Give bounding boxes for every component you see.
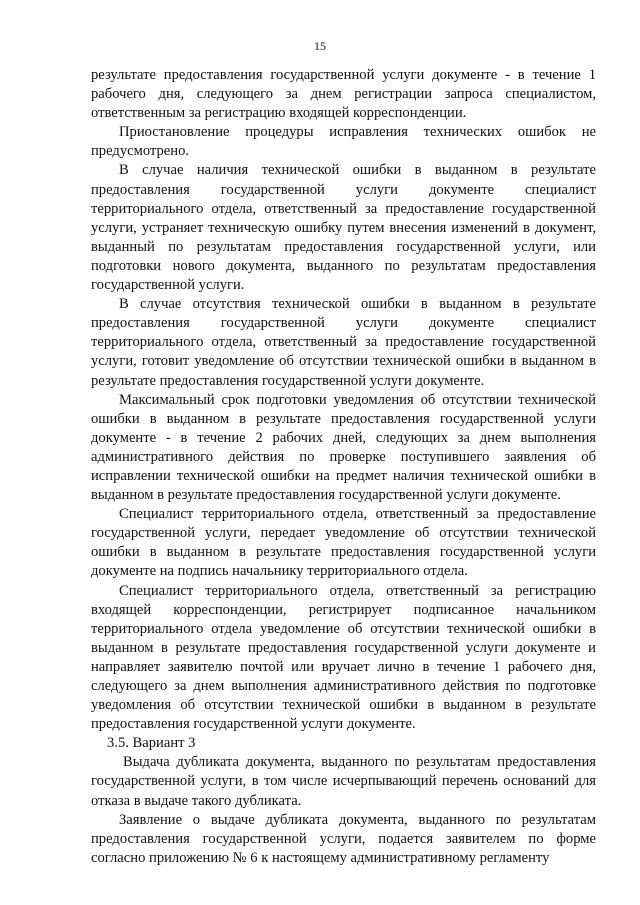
paragraph-error-absent: В случае отсутствия технической ошибки в выданном в результате предоставления государственной услуги документе специалист территориального отдела, ответственный за предоставление государственной услуги, готовит уведомление об отсутствии технической ошибки в выданном в результате предоставления государственной услуги документе. [91,296,596,389]
paragraph-signature-transfer: Специалист территориального отдела, ответственный за предоставление государственной услуги, передает уведомление об отсутствии технической ошибки в выданном в результате предоставления государственной услуги документе на подпись начальнику территориального отдела. [91,506,596,580]
paragraph-duplicate-application: Заявление о выдаче дубликата документа, выданного по результатам предоставления государственной услуги, подается заявителем по форме согласно приложению № 6 к настоящему административному регламенту [91,811,596,866]
page-number: 15 [314,39,326,53]
paragraph-continuation: результате предоставления государственной услуги документе - в течение 1 рабочего дня, следующего за днем регистрации запроса специалистом, ответственным за регистрацию входящей корреспонденции. [91,67,596,122]
paragraph-registration: Специалист территориального отдела, ответственный за регистрацию входящей корреспонденции, регистрирует подписанное начальником территориального отдела уведомление об отсутствии технической ошибки в выданном в результате предоставления государственной услуги документе и направляет заявителю почтой или вручает лично в течение 1 рабочего дня, следующего за днем выполнения административного действия по подготовке уведомления об отсутствии технической ошибки в выданном в результате предоставления государственной услуги документе. [91,582,596,733]
paragraph-error-present: В случае наличия технической ошибки в выданном в результате предоставления государственной услуги документе специалист территориального отдела, ответственный за предоставление государственной услуги, устраняет техническую ошибку путем внесения изменений в документ, выданный по результатам предоставления государственной услуги, или подготовки нового документа, выданного по результатам предоставления государственной услуги. [91,162,596,294]
paragraph-duplicate-issue: Выдача дубликата документа, выданного по результатам предоставления государственной услуги, в том числе исчерпывающий перечень оснований для отказа в выдаче такого дубликата. [91,754,596,809]
paragraph-suspension: Приостановление процедуры исправления технических ошибок не предусмотрено. [91,124,596,160]
document-body [91,66,596,868]
section-heading-variant-3: 3.5. Вариант 3 [107,735,196,752]
paragraph-max-term: Максимальный срок подготовки уведомления об отсутствии технической ошибки в выданном в результате предоставления государственной услуги документе - в течение 2 рабочих дней, следующих за днем выполнения административного действия по проверке поступившего заявления об исправлении технической ошибки на предмет наличия технической ошибки в выданном в результате предоставления государственной услуги документе. [91,391,596,504]
